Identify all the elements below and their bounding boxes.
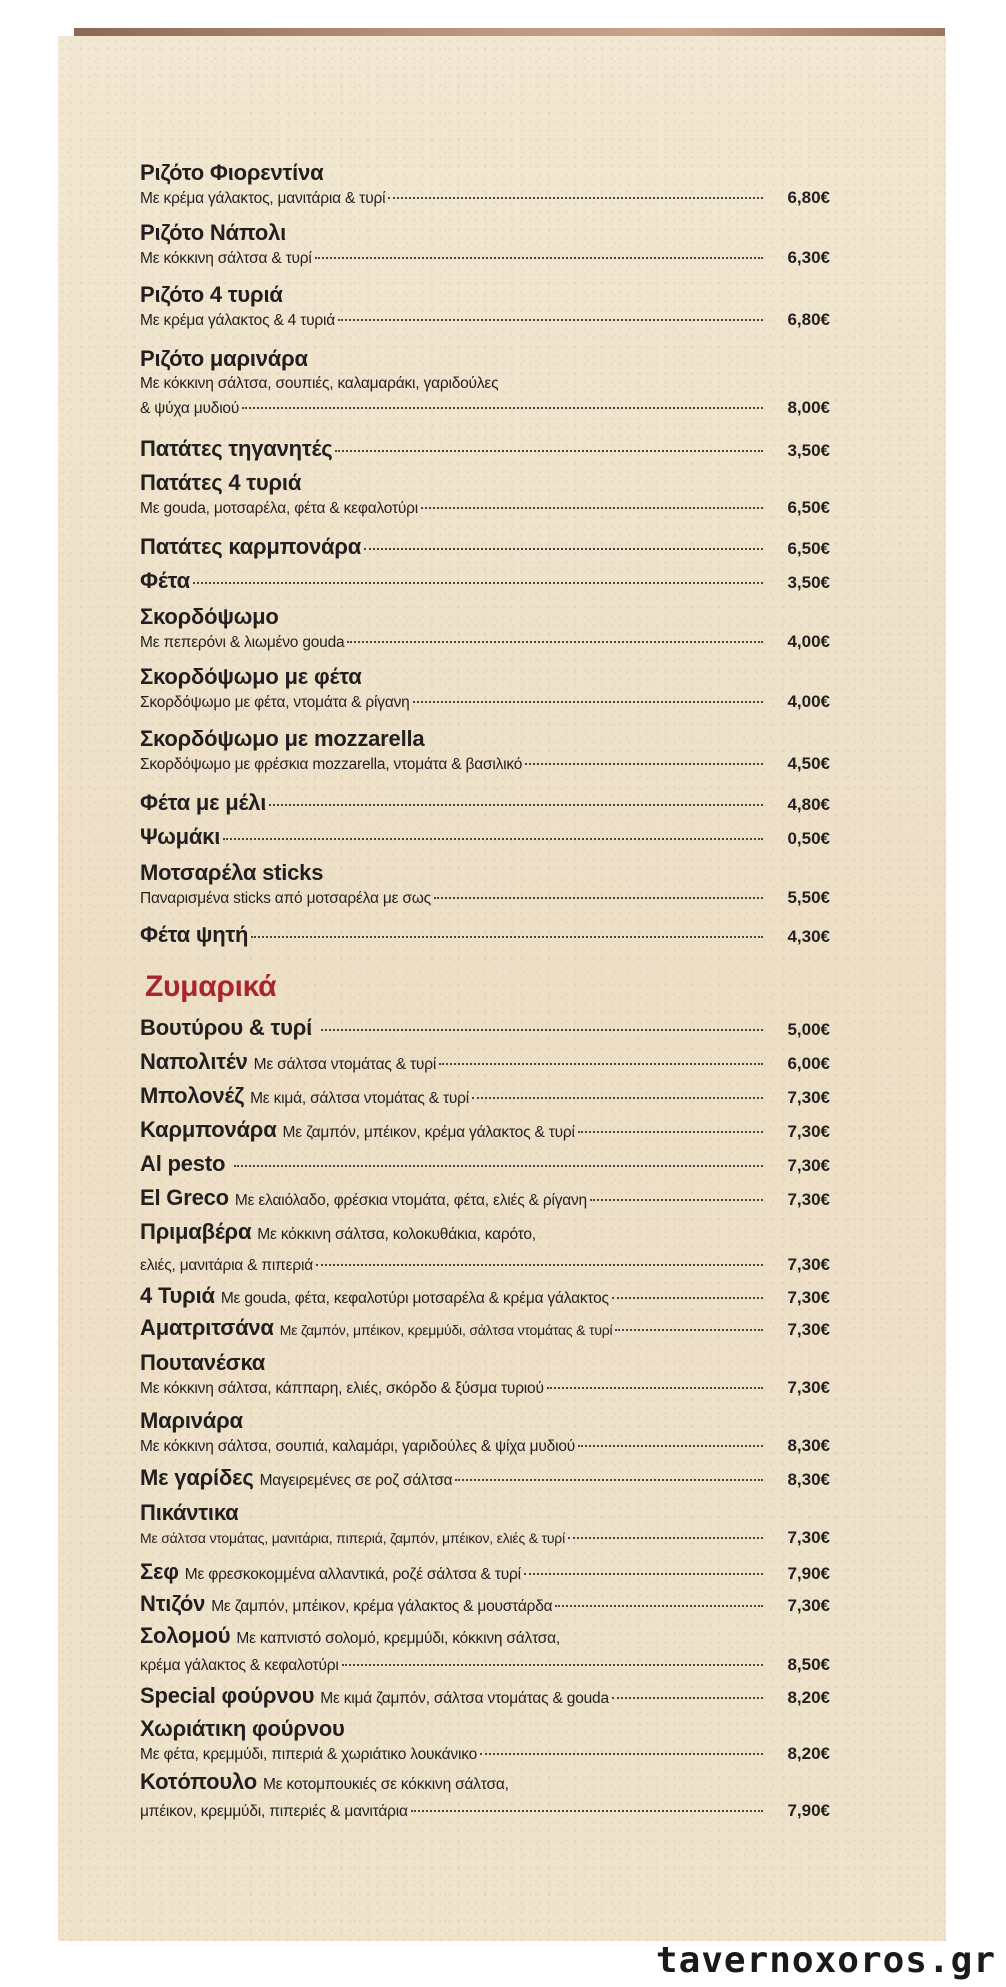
item-name: Φέτα ψητή (140, 922, 249, 947)
item-name: Καρμπονάρα (140, 1117, 277, 1142)
dot-leader (315, 257, 763, 259)
dot-leader (364, 548, 763, 550)
dot-leader (612, 1697, 763, 1699)
item-desc: Με ελαιόλαδο, φρέσκια ντομάτα, φέτα, ελιές & ρίγανη (234, 1192, 587, 1209)
menu-item (140, 1408, 830, 1459)
dot-leader (388, 197, 763, 199)
item-price: 7,90€ (787, 1564, 830, 1583)
item-price: 8,20€ (787, 1688, 830, 1707)
top-edge-strip (74, 28, 945, 36)
item-name: Ριζότο μαρινάρα (140, 346, 308, 371)
menu-item (140, 436, 830, 463)
item-name: Αματριτσάνα (140, 1315, 274, 1340)
dot-leader (472, 1097, 763, 1099)
item-desc: Με φρεσκοκομμένα αλλαντικά, ροζέ σάλτσα & τυρί (184, 1566, 521, 1583)
item-price: 6,50€ (787, 498, 830, 517)
item-name: Ριζότο Φιορεντίνα (140, 160, 324, 185)
item-price: 4,80€ (787, 795, 830, 814)
item-price: 4,00€ (787, 632, 830, 651)
menu-item (140, 1624, 830, 1678)
item-name: Βουτύρου & τυρί (140, 1015, 313, 1040)
section-title-pasta: Ζυμαρικά (145, 970, 277, 1003)
menu-item (140, 346, 830, 421)
menu-item (140, 790, 830, 817)
dot-leader (578, 1131, 763, 1133)
item-name: Ντιζόν (140, 1591, 206, 1616)
dot-leader (242, 407, 763, 409)
item-price: 8,50€ (787, 1655, 830, 1674)
item-name: Με γαρίδες (140, 1465, 254, 1490)
menu-item (140, 860, 830, 911)
menu-item (140, 604, 830, 655)
menu-item (140, 1350, 830, 1401)
dot-leader (269, 804, 763, 806)
item-price: 8,20€ (787, 1744, 830, 1763)
dot-leader (590, 1199, 763, 1201)
item-desc: Με κιμά, σάλτσα ντομάτας & τυρί (250, 1090, 470, 1107)
menu-item (140, 922, 830, 949)
dot-leader (455, 1479, 763, 1481)
dot-leader (524, 1573, 763, 1575)
menu-item (140, 1716, 830, 1767)
menu-item (140, 470, 830, 521)
item-price: 3,50€ (787, 573, 830, 592)
item-desc: Με gouda, φέτα, κεφαλοτύρι μοτσαρέλα & κρέμα γάλακτος (220, 1290, 609, 1307)
item-name: Πουτανέσκα (140, 1350, 266, 1375)
menu-item (140, 1084, 830, 1111)
menu-item (140, 1186, 830, 1213)
item-name: 4 Τυριά (140, 1283, 215, 1308)
item-desc: Με ζαμπόν, μπέικον, κρέμα γάλακτος & μουστάρδα (211, 1598, 553, 1615)
item-price: 5,00€ (787, 1020, 830, 1039)
item-price: 6,80€ (787, 188, 830, 207)
dot-leader (480, 1753, 763, 1755)
dot-leader (615, 1329, 763, 1331)
item-desc: μπέικον, κρεμμύδι, πιπεριές & μανιτάρια (140, 1803, 408, 1820)
item-name: Σκορδόψωμο με φέτα (140, 664, 362, 689)
item-price: 7,30€ (787, 1320, 830, 1339)
dot-leader (612, 1297, 763, 1299)
menu-item (140, 220, 830, 271)
item-price: 0,50€ (787, 829, 830, 848)
item-price: 7,30€ (787, 1088, 830, 1107)
item-price: 7,90€ (787, 1801, 830, 1820)
item-price: 8,30€ (787, 1470, 830, 1489)
item-price: 6,80€ (787, 310, 830, 329)
menu-item (140, 1284, 830, 1311)
item-desc: Με καπνιστό σολομό, κρεμμύδι, κόκκινη σάλτσα, (236, 1630, 561, 1647)
dot-leader (234, 1165, 763, 1167)
item-price: 7,30€ (787, 1528, 830, 1547)
item-desc: Παναρισμένα sticks από μοτσαρέλα με σως (140, 890, 431, 907)
item-price: 4,00€ (787, 692, 830, 711)
menu-item (140, 568, 830, 595)
item-desc: Με κόκκινη σάλτσα & τυρί (140, 250, 312, 267)
dot-leader (251, 936, 763, 938)
item-desc: Με φέτα, κρεμμύδι, πιπεριά & χωριάτικο λουκάνικο (140, 1746, 477, 1763)
item-desc: & ψύχα μυδιού (140, 400, 240, 417)
item-name: Ριζότο Νάπολι (140, 220, 287, 245)
item-desc: Με κόκκινη σάλτσα, κάππαρη, ελιές, σκόρδο & ξύσμα τυριού (140, 1380, 544, 1397)
item-desc: Με σάλτσα ντομάτας, μανιτάρια, πιπεριά, ζαμπόν, μπέικον, ελιές & τυρί (140, 1530, 565, 1546)
dot-leader (547, 1387, 763, 1389)
item-desc: ελιές, μανιτάρια & πιπεριά (140, 1257, 313, 1274)
dot-leader (321, 1029, 763, 1031)
dot-leader (555, 1605, 763, 1607)
item-price: 7,30€ (787, 1288, 830, 1307)
item-desc: Με ζαμπόν, μπέικον, κρέμα γάλακτος & τυρί (282, 1124, 575, 1141)
dot-leader (413, 701, 763, 703)
item-name: Σολομού (140, 1623, 231, 1648)
item-name: Πικάντικα (140, 1500, 239, 1525)
menu-item (140, 282, 830, 333)
dot-leader (439, 1063, 763, 1065)
item-name: Χωριάτικη φούρνου (140, 1716, 345, 1741)
dot-leader (193, 582, 763, 584)
dot-leader (347, 641, 763, 643)
item-name: Special φούρνου (140, 1683, 315, 1708)
menu-item (140, 1316, 830, 1342)
item-desc: Με ζαμπόν, μπέικον, κρεμμύδι, σάλτσα ντομάτας & τυρί (279, 1322, 613, 1338)
item-name: Ριζότο 4 τυριά (140, 282, 283, 307)
item-price: 5,50€ (787, 888, 830, 907)
item-price: 6,30€ (787, 248, 830, 267)
menu-item (140, 1016, 830, 1042)
item-price: 8,30€ (787, 1436, 830, 1455)
menu-item (140, 1592, 830, 1619)
dot-leader (434, 897, 763, 899)
menu-item (140, 664, 830, 715)
item-name: El Greco (140, 1185, 229, 1210)
item-price: 4,30€ (787, 927, 830, 946)
dot-leader (316, 1264, 763, 1266)
dot-leader (335, 450, 763, 452)
item-name: Σκορδόψωμο (140, 604, 279, 629)
menu-item (140, 534, 830, 561)
menu-item (140, 824, 830, 851)
item-desc: Με κόκκινη σάλτσα, σουπιές, καλαμαράκι, γαριδούλες (140, 375, 499, 392)
menu-item (140, 1466, 830, 1493)
item-name: Πατάτες 4 τυριά (140, 470, 302, 495)
dot-leader (411, 1810, 763, 1812)
item-desc: Με gouda, μοτσαρέλα, φέτα & κεφαλοτύρι (140, 500, 419, 517)
item-name: Μοτσαρέλα sticks (140, 860, 324, 885)
item-desc: Με κοτομπουκιές σε κόκκινη σάλτσα, (262, 1776, 509, 1793)
menu-item (140, 1118, 830, 1145)
dot-leader (578, 1445, 763, 1447)
item-price: 7,30€ (787, 1156, 830, 1175)
site-watermark: tavernoxoros.gr (655, 1940, 996, 1981)
item-name: Μπολονέζ (140, 1083, 245, 1108)
menu-item (140, 1152, 830, 1178)
item-desc: Με κρέμα γάλακτος, μανιτάρια & τυρί (140, 190, 386, 207)
menu-item (140, 1770, 830, 1824)
menu-item (140, 1684, 830, 1711)
item-desc: κρέμα γάλακτος & κεφαλοτύρι (140, 1657, 339, 1674)
item-desc: Με κόκκινη σάλτσα, σουπιά, καλαμάρι, γαριδούλες & ψίχα μυδιού (140, 1438, 576, 1455)
item-desc: Με πεπερόνι & λιωμένο gouda (140, 634, 345, 651)
item-name: Πριμαβέρα (140, 1219, 252, 1244)
item-desc: Με κρέμα γάλακτος & 4 τυριά (140, 312, 336, 329)
dot-leader (568, 1537, 763, 1539)
item-name: Σεφ (140, 1559, 179, 1584)
item-price: 7,30€ (787, 1378, 830, 1397)
item-name: Φέτα με μέλι (140, 790, 267, 815)
item-price: 7,30€ (787, 1596, 830, 1615)
item-desc: Μαγειρεμένες σε ροζ σάλτσα (259, 1472, 453, 1489)
item-name: Μαρινάρα (140, 1408, 243, 1433)
item-desc: Με κόκκινη σάλτσα, κολοκυθάκια, καρότο, (257, 1226, 536, 1243)
item-price: 6,50€ (787, 539, 830, 558)
menu-item (140, 726, 830, 777)
item-name: Κοτόπουλο (140, 1769, 257, 1794)
menu-item (140, 1050, 830, 1077)
dot-leader (342, 1664, 763, 1666)
item-price: 7,30€ (787, 1122, 830, 1141)
item-price: 4,50€ (787, 754, 830, 773)
dot-leader (223, 838, 763, 840)
item-name: Σκορδόψωμο με mozzarella (140, 726, 425, 751)
dot-leader (525, 763, 763, 765)
dot-leader (338, 319, 763, 321)
item-desc: Σκορδόψωμο με φρέσκια mozzarella, ντομάτα & βασιλικό (140, 756, 523, 773)
item-desc: Σκορδόψωμο με φέτα, ντομάτα & ρίγανη (140, 694, 410, 711)
item-name: Πατάτες καρμπονάρα (140, 534, 362, 559)
item-desc: Με κιμά ζαμπόν, σάλτσα ντομάτας & gouda (320, 1690, 609, 1707)
item-desc: Με σάλτσα ντομάτας & τυρί (253, 1056, 437, 1073)
dot-leader (421, 507, 763, 509)
item-price: 3,50€ (787, 441, 830, 460)
item-name: Πατάτες τηγανητές (140, 436, 333, 461)
item-name: Φέτα (140, 568, 190, 593)
item-name: Ψωμάκι (140, 824, 221, 849)
menu-item (140, 160, 830, 211)
item-price: 7,30€ (787, 1190, 830, 1209)
item-price: 8,00€ (787, 398, 830, 417)
item-price: 6,00€ (787, 1054, 830, 1073)
item-name: Al pesto (140, 1151, 226, 1176)
menu-item (140, 1560, 830, 1587)
menu-item (140, 1220, 830, 1278)
menu-item (140, 1500, 830, 1550)
item-name: Ναπολιτέν (140, 1049, 248, 1074)
item-price: 7,30€ (787, 1255, 830, 1274)
